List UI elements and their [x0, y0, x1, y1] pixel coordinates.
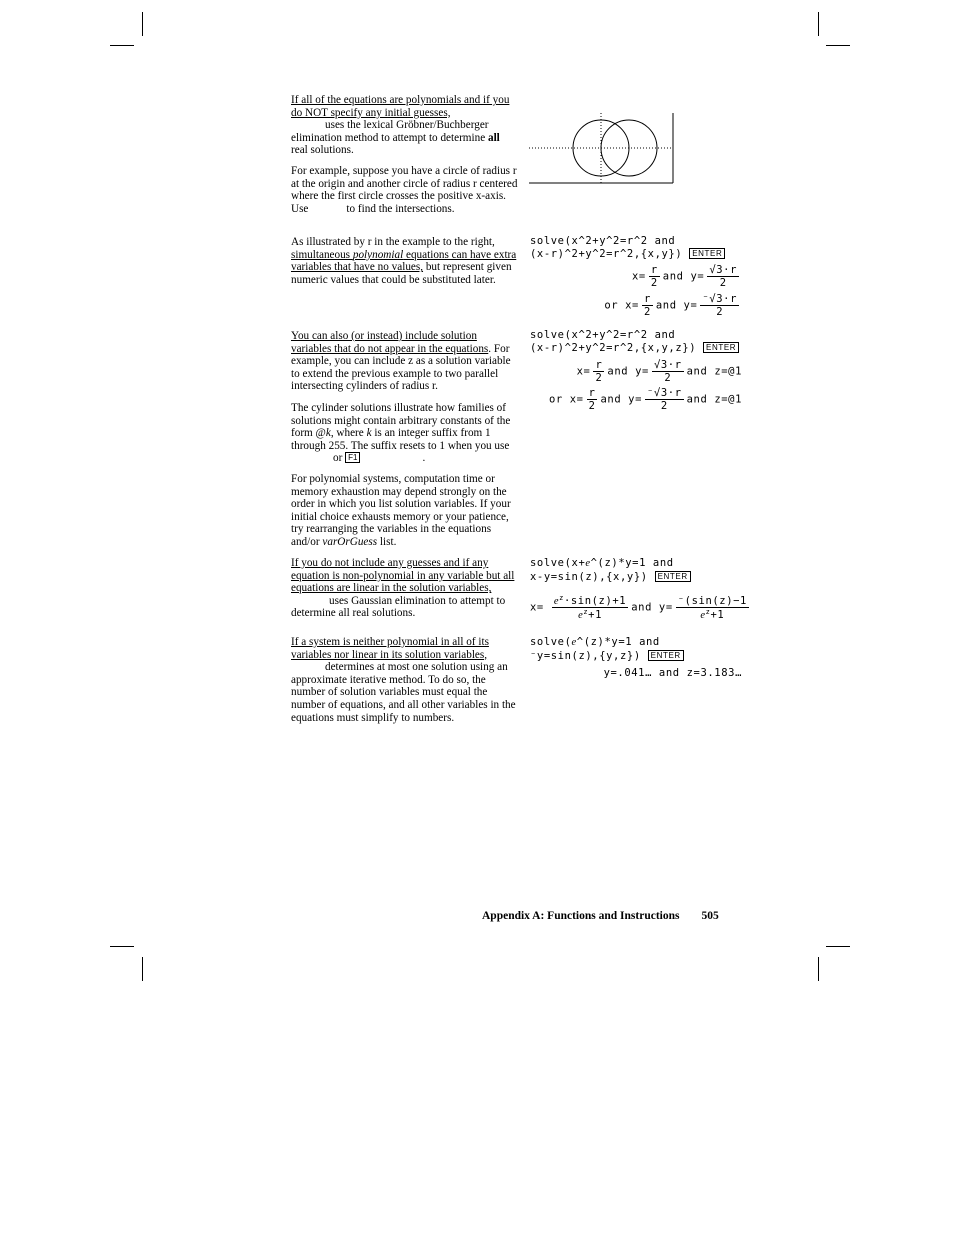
crop-mark	[142, 12, 143, 36]
page-number: 505	[701, 910, 719, 922]
crop-mark	[818, 12, 819, 36]
example-2-input: solve(x^2+y^2=r^2 and (x-r)^2+y^2=r^2,{x,y,z}) ENTER	[530, 329, 739, 354]
paragraph-circle-example: For example, suppose you have a circle of radius r at the origin and another circle of radius r centered where the first circle crosses the positive x-axis. Use to find the intersections.	[291, 165, 518, 215]
paragraph-cylinder-solutions: The cylinder solutions illustrate how families of solutions might contain arbitrary constants of the form @k, where k is an integer suffix from 1 through 255. The suffix resets to 1 when you useor F1 .	[291, 402, 511, 465]
example-2-result-1: x= $\frac{r}{2}$ and y= $\frac{√3\cdot r}{2}$ and z=@1	[576, 359, 742, 384]
crop-mark	[110, 946, 134, 947]
example-2-result-2: or x= $\frac{r}{2}$ and y= $\frac{^-√3\cdot r}{2}$ and z=@1	[548, 387, 742, 412]
enter-key: ENTER	[689, 248, 725, 259]
paragraph-computation-time: For polynomial systems, computation time or memory exhaustion may depend strongly on the order in which you list solution variables. If your initial choice exhausts memory or your patience, try rearranging the variables in the equations and/or varOrGuess list.	[291, 473, 511, 548]
paragraph-extra-variables: As illustrated by r in the example to the right, simultaneous polynomial equations can have extra variables that have no values, but represent given numeric values that could be substituted later.	[291, 236, 517, 286]
crop-mark	[826, 946, 850, 947]
enter-key: ENTER	[655, 571, 691, 582]
example-4-input: solve(e^(z)*y=1 and ⁻y=sin(z),{y,z}) ENTER	[530, 636, 684, 662]
f1-key: F1	[345, 452, 360, 463]
crop-mark	[818, 957, 819, 981]
example-4-result: y=.041… and z=3.183…	[603, 667, 742, 679]
example-3-result: x= $\frac{e^z\cdot\sin(z)+1}{e^z+1}$ and y= $\frac{^-(\sin(z)-1}{e^z+1}$	[530, 594, 747, 621]
circles-graph	[529, 111, 679, 187]
enter-key: ENTER	[648, 650, 684, 661]
paragraph-iterative-method: If a system is neither polynomial in all of its variables nor linear in its solution variables, determines at most one solution using an approximate iterative method. To do so, the number of solution variables must equal the number of equations, and all other variables in the equations must simplify to numbers.	[291, 636, 516, 724]
example-1-input: solve(x^2+y^2=r^2 and (x-r)^2+y^2=r^2,{x,y}) ENTER	[530, 235, 725, 260]
crop-mark	[110, 45, 134, 46]
footer-title: Appendix A: Functions and Instructions	[482, 910, 680, 922]
example-1-result-1: x= $\frac{r}{2}$ and y= $\frac{√3\cdot r}{2}$	[632, 264, 737, 289]
paragraph-polynomial-no-guesses: If all of the equations are polynomials and if you do NOT specify any initial guesses, uses the lexical Gröbner/Buchberger elimination method to attempt to determine all real solutions.	[291, 94, 510, 157]
crop-mark	[142, 957, 143, 981]
example-1-result-2: or x= $\frac{r}{2}$ and y= $\frac{^-√3\cdot r}{2}$	[604, 293, 737, 318]
underlined-lead: If all of the equations are polynomials and if you do NOT specify any initial guesses,	[291, 94, 510, 119]
page-footer	[482, 910, 719, 922]
paragraph-gaussian-elimination: If you do not include any guesses and if any equation is non-polynomial in any variable but all equations are linear in the solution variables,uses Gaussian elimination to attempt to determine all real solutions.	[291, 557, 515, 620]
example-3-input: solve(x+e^(z)*y=1 and x-y=sin(z),{x,y}) ENTER	[530, 557, 691, 583]
paragraph-solution-variables: You can also (or instead) include solution variables that do not appear in the equations. For example, you can include z as a solution variable to extend the previous example to two parallel intersecting cylinders of radius r.	[291, 330, 511, 393]
crop-mark	[826, 45, 850, 46]
enter-key: ENTER	[703, 342, 739, 353]
